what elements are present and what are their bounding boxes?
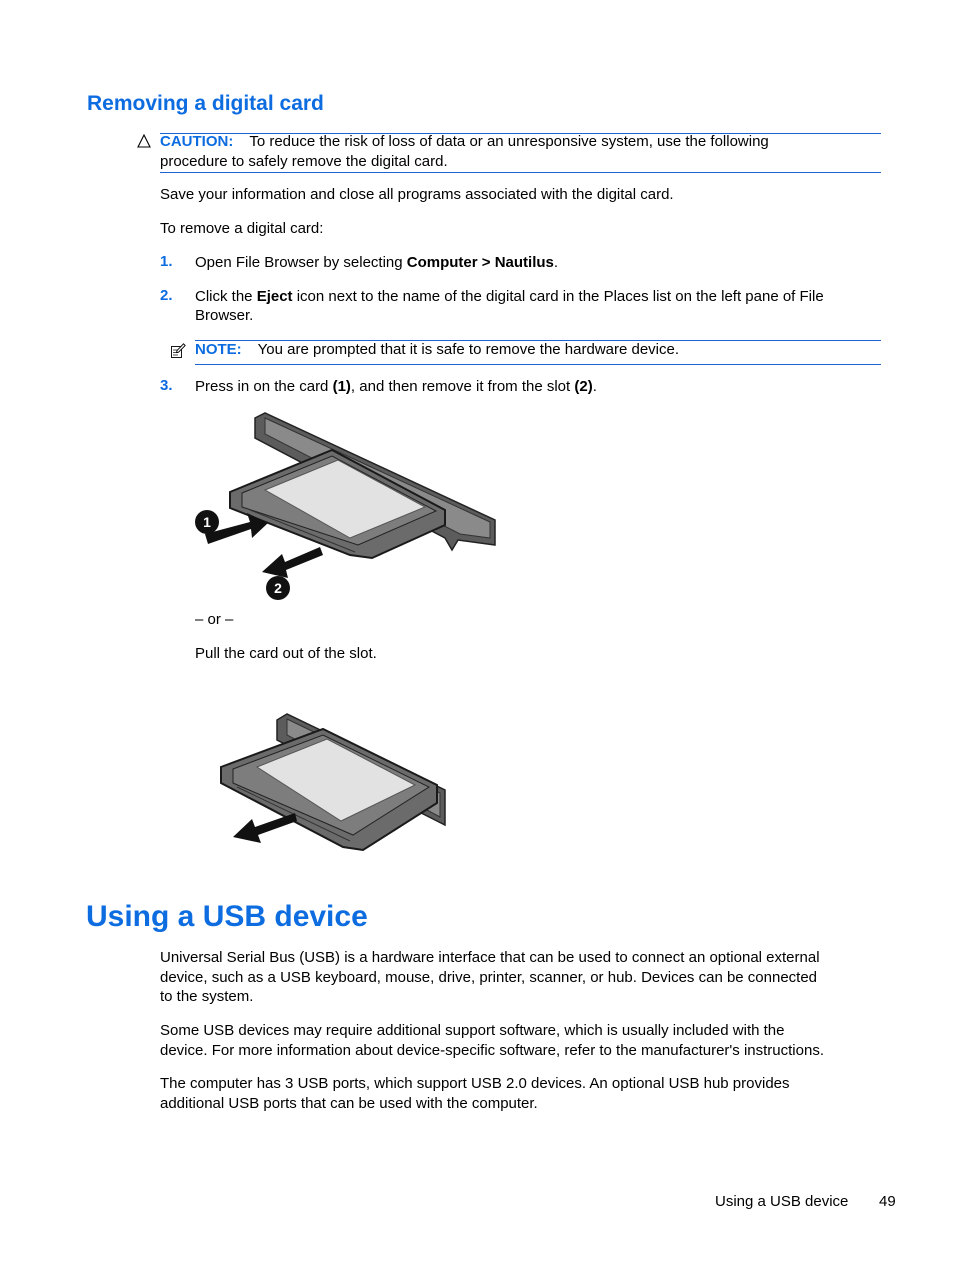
step-2-post: icon next to the name of the digital card in the Places list on the left pane of File: [292, 288, 824, 305]
step-2-pre: Click the: [195, 288, 257, 305]
pull-card-text: Pull the card out of the slot.: [195, 645, 377, 662]
arrow-pull-out: [233, 813, 297, 843]
usb-p3-line-1: The computer has 3 USB ports, which support USB 2.0 devices. An optional USB hub provides: [160, 1075, 790, 1092]
step-2-number: 2.: [160, 287, 173, 304]
caution-triangle-icon: [137, 134, 151, 148]
step-3-post: .: [592, 378, 597, 395]
footer-title: Using a USB device: [715, 1193, 849, 1210]
figure-card-pull-out: [215, 705, 455, 860]
step-1-number: 1.: [160, 253, 173, 270]
note-line: [195, 340, 679, 360]
paragraph-to-remove: To remove a digital card:: [160, 220, 324, 237]
note-label: NOTE:: [195, 341, 242, 358]
usb-p1-line-1: Universal Serial Bus (USB) is a hardware interface that can be used to connect an optional external: [160, 949, 820, 966]
step-3-mid: , and then remove it from the slot: [350, 378, 575, 395]
caution-line-2: procedure to safely remove the digital card.: [160, 153, 448, 170]
usb-paragraph-2: [160, 1021, 824, 1060]
step-1-pre: Open File Browser by selecting: [195, 254, 407, 271]
note-text: You are prompted that it is safe to remove the hardware device.: [257, 341, 680, 358]
callout-1-label: 1: [203, 514, 211, 530]
page-number: 49: [879, 1193, 896, 1210]
step-3-text: [195, 377, 597, 397]
callout-2-label: 2: [274, 580, 282, 596]
step-3-bold-2: (2): [574, 378, 593, 395]
usb-p1-line-2: device, such as a USB keyboard, mouse, drive, printer, scanner, or hub. Devices can be connected: [160, 968, 818, 986]
caution-bottom-rule: [160, 172, 881, 173]
step-2-bold: Eject: [256, 288, 293, 305]
usb-p3-line-2: additional USB ports that can be used with the computer.: [160, 1094, 538, 1112]
arrow-remove-out: [262, 547, 323, 578]
step-3-number: 3.: [160, 377, 173, 394]
usb-paragraph-3: [160, 1074, 790, 1113]
usb-p2-line-1: Some USB devices may require additional support software, which is usually included with the: [160, 1022, 785, 1039]
step-3-pre: Press in on the card: [195, 378, 333, 395]
note-pencil-icon: [170, 343, 186, 359]
caution-text-1: To reduce the risk of loss of data or an unresponsive system, use the following: [249, 133, 769, 150]
step-1-bold: Computer > Nautilus: [406, 254, 554, 271]
figure-card-press-remove: [190, 410, 500, 605]
step-1-text: [195, 253, 558, 273]
chapter-title: Using a USB device: [86, 900, 368, 933]
paragraph-save-info: Save your information and close all programs associated with the digital card.: [160, 186, 674, 203]
note-bottom-rule: [195, 364, 881, 365]
section-title: Removing a digital card: [87, 92, 324, 115]
usb-paragraph-1: [160, 948, 820, 1007]
caution-label: CAUTION:: [160, 133, 234, 150]
usb-p1-line-3: to the system.: [160, 988, 254, 1005]
usb-p2-line-2: device. For more information about device-specific software, refer to the manufacturer's instructions.: [160, 1041, 824, 1059]
caution-line-1: [160, 132, 769, 152]
step-3-bold-1: (1): [332, 378, 351, 395]
step-2-text-line-2: Browser.: [195, 307, 254, 324]
step-1-post: .: [553, 254, 559, 271]
step-2-text: [195, 287, 824, 307]
or-separator: – or –: [195, 611, 234, 628]
